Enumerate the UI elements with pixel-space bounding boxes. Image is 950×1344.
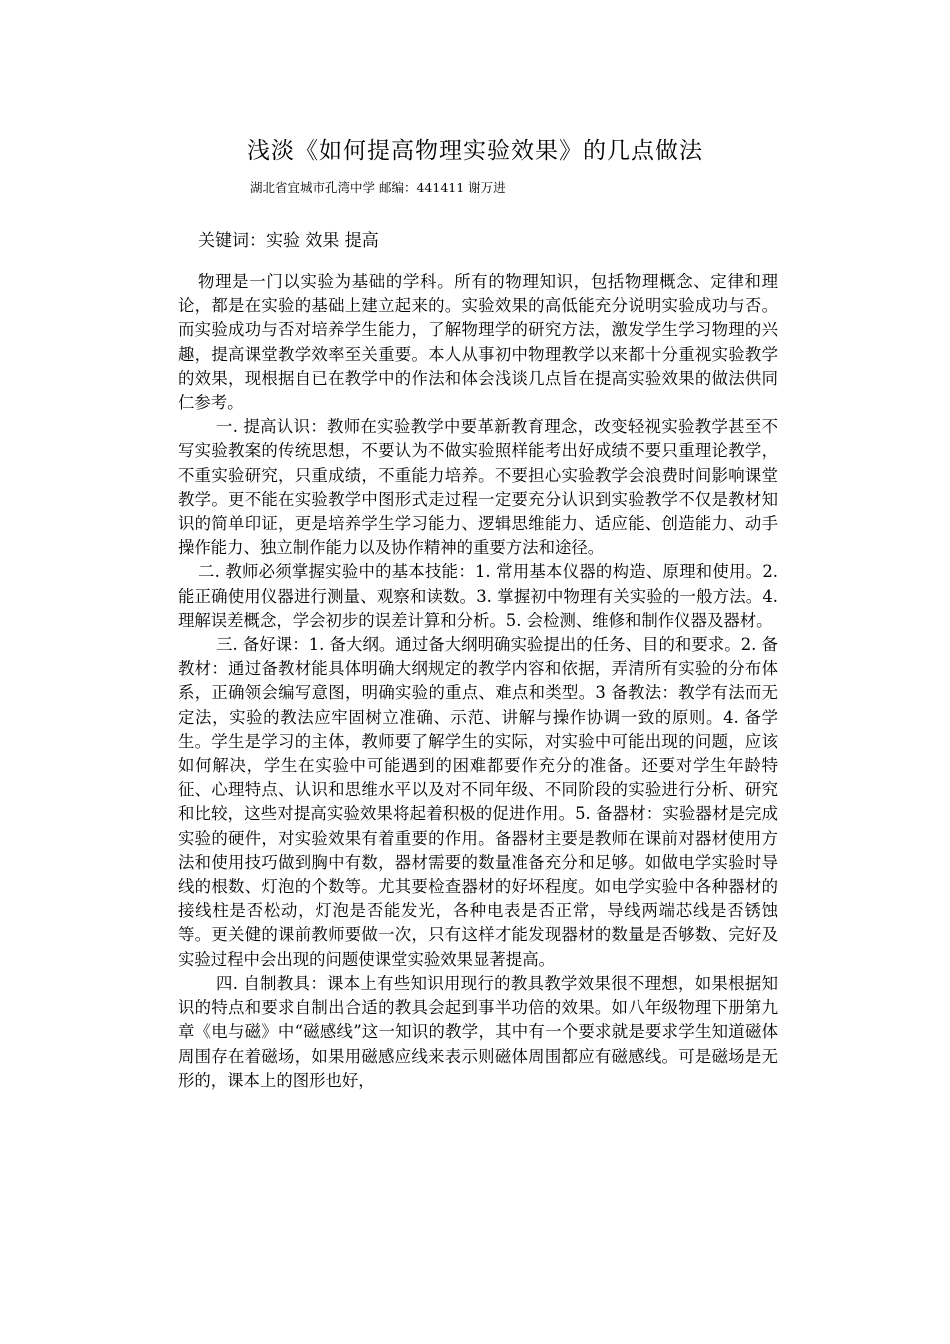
keywords-line: 关键词：实验 效果 提高 — [198, 231, 379, 251]
paragraph-section-4: 四. 自制教具：课本上有些知识用现行的教具教学效果很不理想，如果根据知识的特点和要求自制出合适的教具会起到事半功倍的效果。如八年级物理下册第九章《电与磁》中“磁感线”这一知识的教学，其中有一个要求就是要求学生知道磁体周围存在着磁场，如果用磁感应线来表示则磁体周围都应有磁感线。可是磁场是无形的，课本上的图形也好， — [178, 973, 778, 1090]
page-title: 浅淡《如何提高物理实验效果》的几点做法 — [247, 138, 703, 164]
paragraph-section-3: 三. 备好课：1. 备大纲。通过备大纲明确实验提出的任务、目的和要求。2. 备教材：通过备教材能具体明确大纲规定的教学内容和依据，弄清所有实验的分布体系，正确领会编写意图，明确实验的重点、难点和类型。3 备教法：教学有法而无定法，实验的教法应牢固树立准确、示范、讲解与操作协调一致的原则。4. 备学生。学生是学习的主体，教师要了解学生的实际，对实验中可能出现的问题，应该如何解决，学生在实验中可能遇到的困难都要作充分的准备。还要对学生年龄特征、心理特点、认识和思维水平以及对不同年级、不同阶段的实验进行分析、研究和比较，这些对提高实验效果将起着积极的促进作用。5. 备器材：实验器材是完成实验的硬件，对实验效果有着重要的作用。备器材主要是教师在课前对器材使用方法和使用技巧做到胸中有数，器材需要的数量准备充分和足够。如做电学实验时导线的根数、灯泡的个数等。尤其要检查器材的好坏程度。如电学实验中各种器材的接线柱是否松动，灯泡是否能发光，各种电表是否正常，导线两端芯线是否锈蚀等。更关健的课前教师要做一次，只有这样才能发现器材的数量是否够数、完好及实验过程中会出现的问题使课堂实验效果显著提高。 — [178, 635, 778, 969]
paragraph-intro: 物理是一门以实验为基础的学科。所有的物理知识，包括物理概念、定律和理论，都是在实验的基础上建立起来的。实验效果的高低能充分说明实验成功与否。而实验成功与否对培养学生能力，了解物理学的研究方法，激发学生学习物理的兴趣，提高课堂教学效率至关重要。本人从事初中物理教学以来都十分重视实验教学的效果，现根据自已在教学中的作法和体会浅谈几点旨在提高实验效果的做法供同仁参考。 — [178, 272, 778, 413]
article-body — [178, 270, 778, 1093]
paragraph-section-1: 一. 提高认识：教师在实验教学中要革新教育理念，改变轻视实验教学甚至不写实验教案的传统思想，不要认为不做实验照样能考出好成绩不要只重理论教学，不重实验研究，只重成绩，不重能力培养。不要担心实验教学会浪费时间影响课堂教学。更不能在实验教学中图形式走过程一定要充分认识到实验教学不仅是教材知识的简单印证，更是培养学生学习能力、逻辑思维能力、适应能、创造能力、动手操作能力、独立制作能力以及协作精神的重要方法和途径。 — [178, 417, 778, 558]
author-byline: 湖北省宜城市孔湾中学 邮编：441411 谢万进 — [250, 180, 506, 195]
paragraph-section-2: 二. 教师必须掌握实验中的基本技能：1. 常用基本仪器的构造、原理和使用。2. 能正确使用仪器进行测量、观察和读数。3. 掌握初中物理有关实验的一般方法。4. 理解误差概念，学会初步的误差计算和分析。5. 会检测、维修和制作仪器及器材。 — [178, 562, 778, 630]
